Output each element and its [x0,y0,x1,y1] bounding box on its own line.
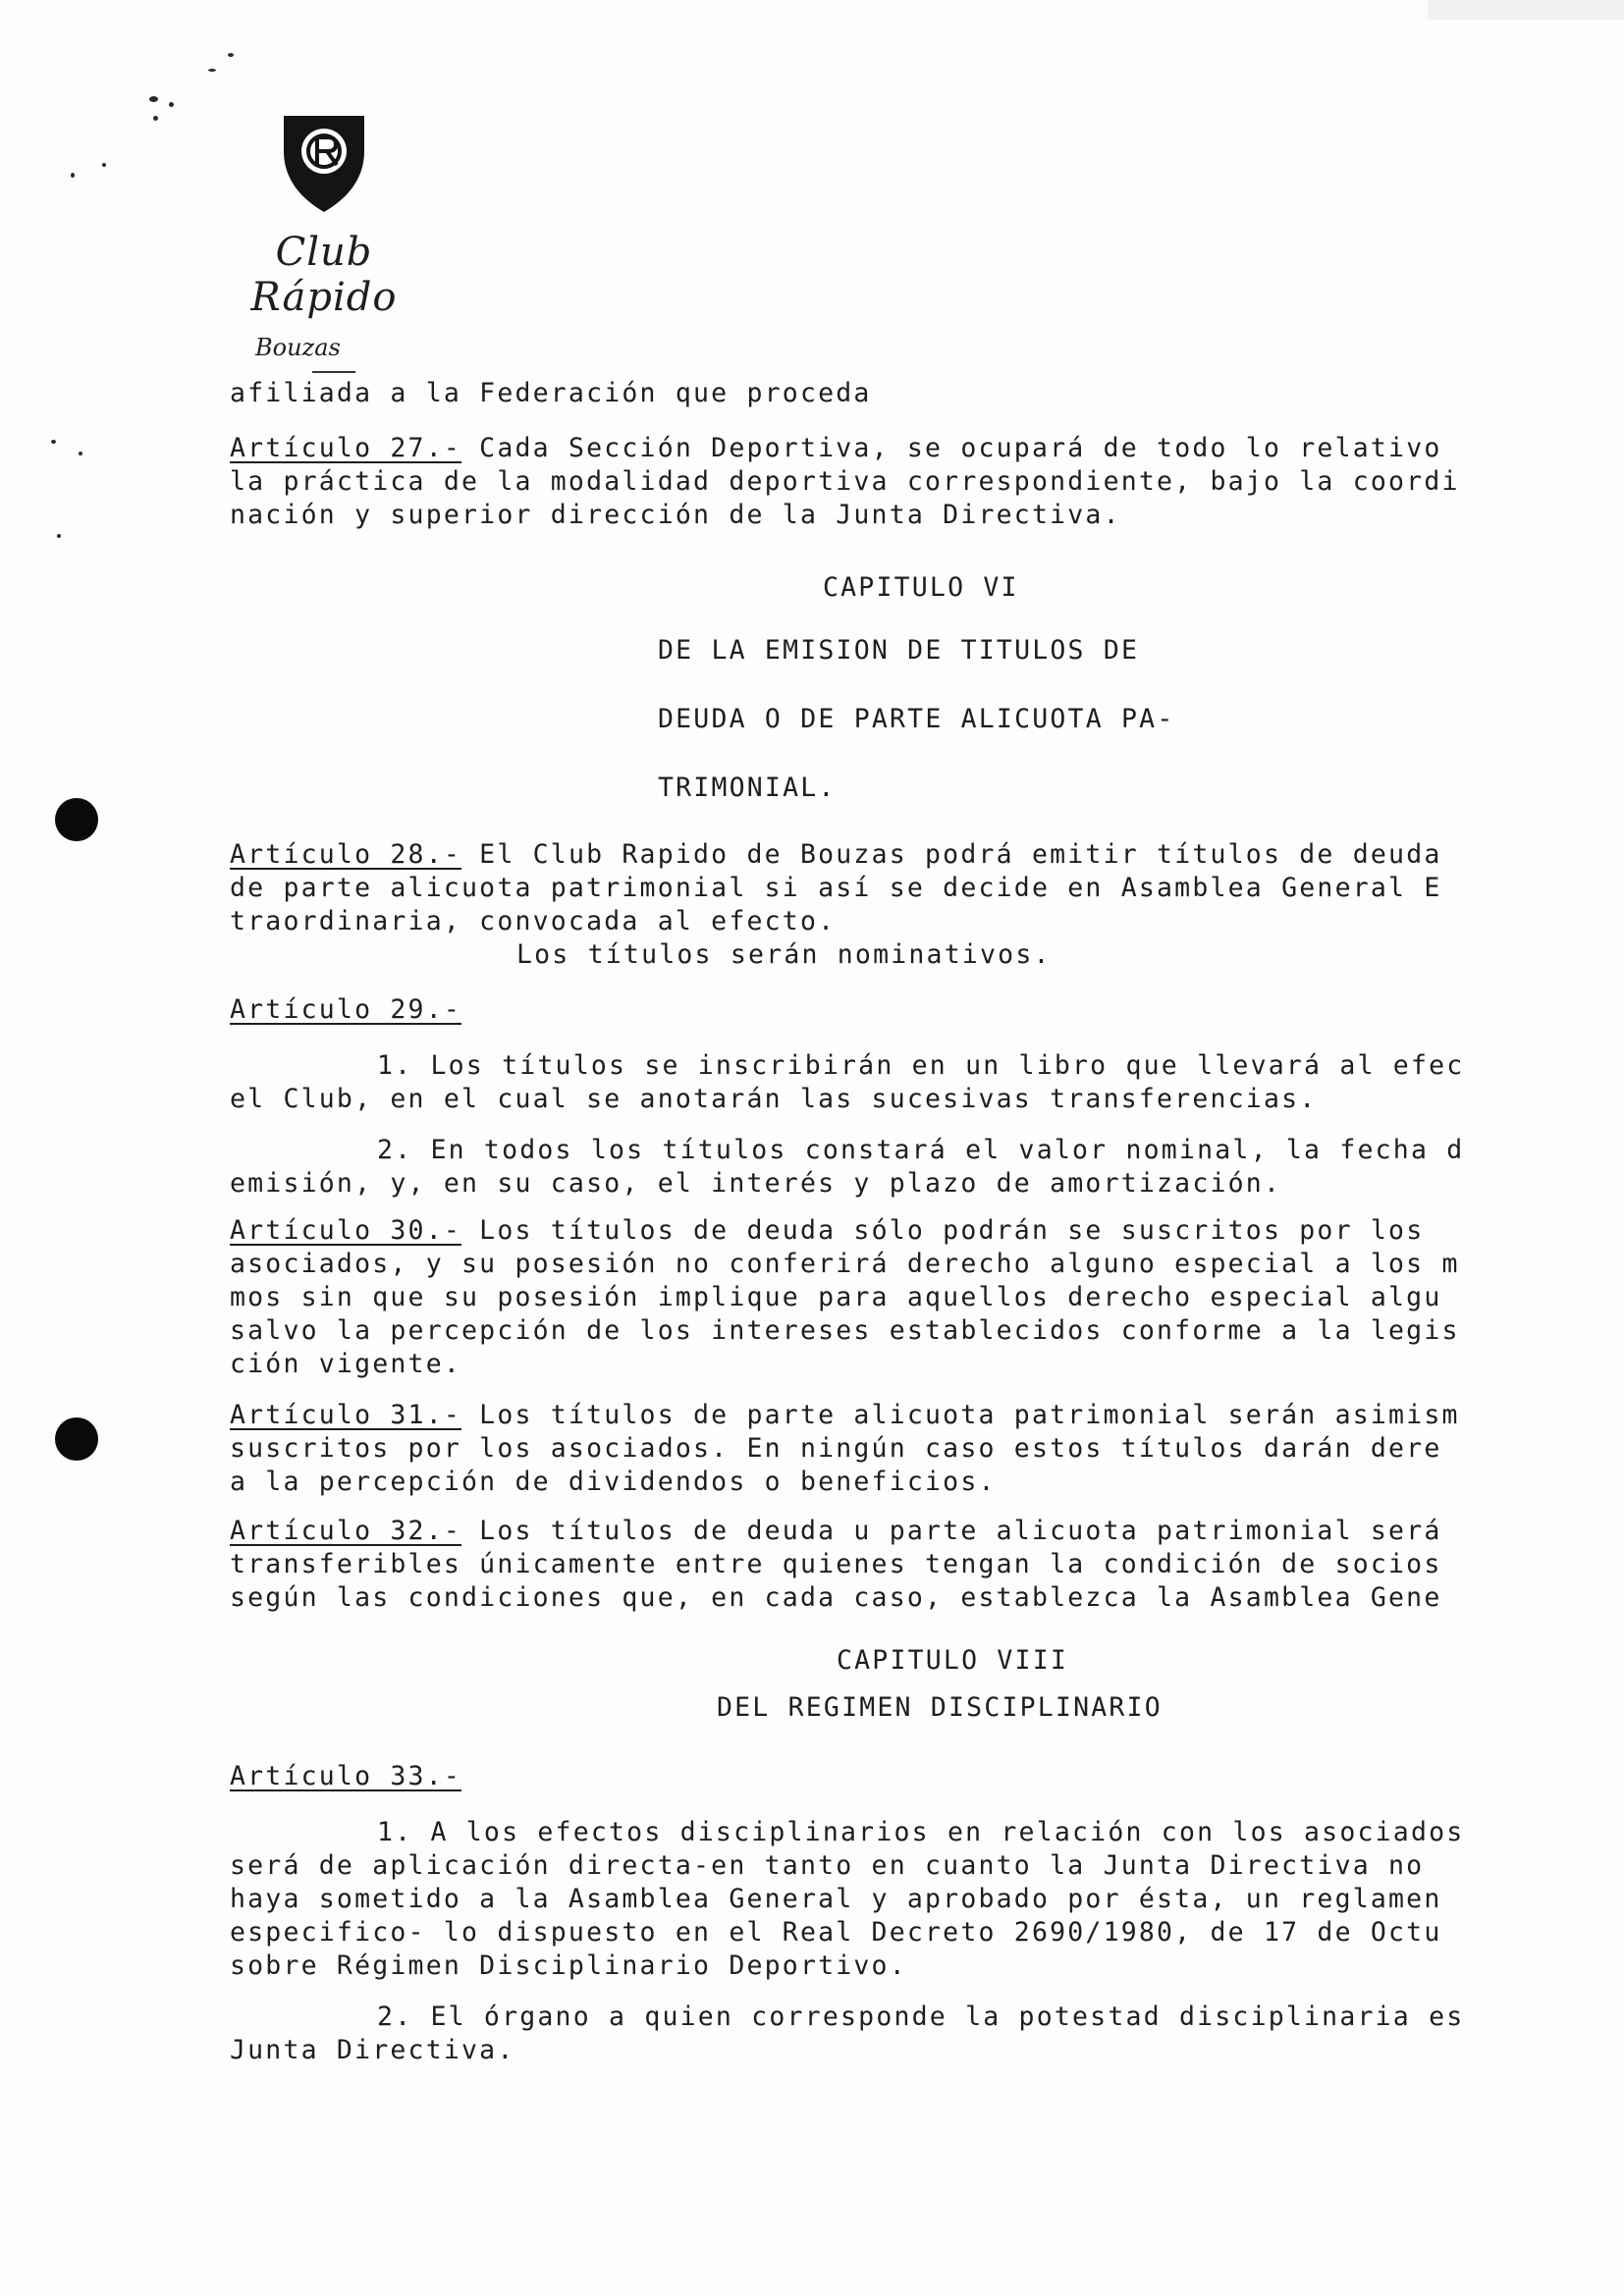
article-28 [230,838,1609,972]
article-label: Artículo 29.- [230,994,462,1025]
article-text-line: traordinaria, convocada al efecto. [230,906,837,936]
scan-speck [169,102,174,107]
article-text-line: a la percepción de dividendos o beneficios. [230,1467,997,1497]
article-text-line: Junta Directiva. [230,2035,515,2065]
scan-speck [153,116,158,121]
chapter-title: CAPITULO VI [823,572,1019,603]
scan-speck [149,96,158,102]
article-text-line: suscritos por los asociados. En ningún caso estos títulos darán dere [230,1433,1442,1464]
article-32 [230,1515,1609,1615]
article-text-line: especifico- lo dispuesto en el Real Decreto 2690/1980, de 17 de Octu [230,1917,1442,1948]
scan-speck [208,69,216,72]
scan-speck [57,534,61,538]
punch-hole-bottom [55,1417,98,1461]
document-body [230,377,1609,2067]
article-text-line: 1. Los títulos se inscribirán en un libro que llevará al efec [377,1050,1465,1081]
scan-edge [1428,0,1624,20]
chapter-title: CAPITULO VIII [837,1645,1069,1676]
article-label: Artículo 27.- [230,433,462,463]
scan-speck [102,163,106,167]
club-shield-icon [196,108,452,216]
chapter-subtitle-line: DE LA EMISION DE TITULOS DE [658,635,1140,666]
article-27 [230,432,1609,532]
article-text-line: mos sin que su posesión implique para aquellos derecho especial algu [230,1282,1442,1312]
article-label: Artículo 33.- [230,1761,462,1791]
chapter-subtitle-line: TRIMONIAL. [658,773,837,803]
article-text-line: de parte alicuota patrimonial si así se decide en Asamblea General E [230,873,1442,903]
scan-speck [228,53,234,57]
city-underline [312,371,355,373]
article-text-line: según las condiciones que, en cada caso, establezca la Asamblea Gene [230,1582,1442,1613]
article-text-line: Los títulos de parte alicuota patrimonial serán asimism [461,1400,1460,1430]
article-text-line: salvo la percepción de los intereses establecidos conforme a la legis [230,1315,1460,1346]
article-text-line: nación y superior dirección de la Junta Directiva. [230,500,1121,530]
scan-speck [71,173,75,178]
article-30 [230,1214,1609,1381]
article-29 [230,993,1609,1201]
article-31 [230,1399,1609,1499]
article-33 [230,1760,1609,2067]
chapter-subtitle-line: DEUDA O DE PARTE ALICUOTA PA- [658,704,1175,734]
club-logo [196,108,452,373]
article-text-line: El Club Rapido de Bouzas podrá emitir títulos de deuda [461,839,1442,870]
article-label: Artículo 31.- [230,1400,462,1430]
article-text-line: Cada Sección Deportiva, se ocupará de todo lo relativo [461,433,1442,463]
article-text-line: Los títulos de deuda sólo podrán se suscritos por los [461,1215,1425,1246]
article-text-line: 1. A los efectos disciplinarios en relación con los asociados [377,1817,1465,1847]
intro-line: afiliada a la Federación que proceda [230,378,872,408]
article-text-line: Los títulos serán nominativos. [516,939,1052,970]
article-text-line: haya sometido a la Asamblea General y aprobado por ésta, un reglamen [230,1884,1442,1914]
article-text-line: será de aplicación directa-en tanto en cuanto la Junta Directiva no [230,1850,1425,1881]
article-text-line: la práctica de la modalidad deportiva correspondiente, bajo la coordi [230,466,1460,497]
article-text-line: ción vigente. [230,1349,462,1379]
article-label: Artículo 32.- [230,1516,462,1546]
scan-speck [51,440,56,444]
article-text-line: 2. En todos los títulos constará el valor nominal, la fecha d [377,1135,1465,1165]
article-text-line: 2. El órgano a quien corresponde la potestad disciplinaria es [377,2002,1465,2032]
chapter-subtitle: DEL REGIMEN DISCIPLINARIO [717,1692,1163,1723]
scan-speck [79,452,82,455]
punch-hole-top [55,798,98,841]
article-text-line: sobre Régimen Disciplinario Deportivo. [230,1950,907,1981]
club-name: Club Rápido [250,230,398,320]
article-text-line: transferibles únicamente entre quienes tengan la condición de socios [230,1549,1442,1579]
article-text-line: el Club, en el cual se anotarán las sucesivas transferencias. [230,1084,1318,1114]
article-text-line: Los títulos de deuda u parte alicuota patrimonial será [461,1516,1442,1546]
article-label: Artículo 28.- [230,839,462,870]
article-text-line: emisión, y, en su caso, el interés y plazo de amortización. [230,1168,1282,1199]
article-text-line: asociados, y su posesión no conferirá derecho alguno especial a los m [230,1249,1460,1279]
club-city: Bouzas [255,334,341,361]
article-label: Artículo 30.- [230,1215,462,1246]
